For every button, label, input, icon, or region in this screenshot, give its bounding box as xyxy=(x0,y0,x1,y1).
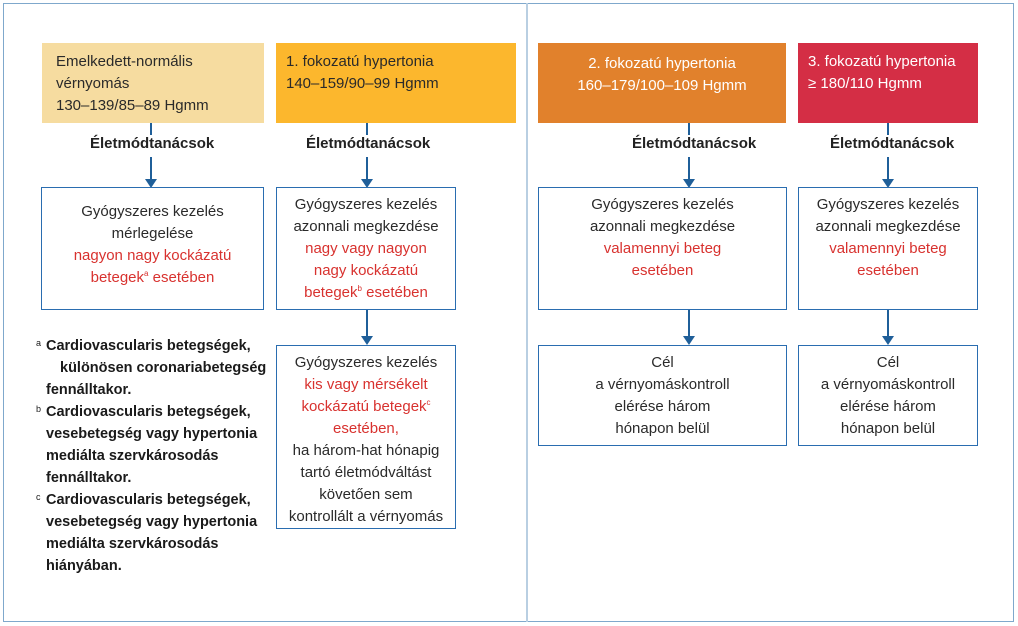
lifestyle-label: Életmódtanácsok xyxy=(828,135,956,157)
box-line: Cél xyxy=(651,354,674,371)
grade-line: 130–139/85–89 Hgmm xyxy=(56,97,209,114)
grade-line: ≥ 180/110 Hgmm xyxy=(808,75,922,92)
grade-line: Emelkedett-normális xyxy=(56,53,193,70)
arrow-down-icon xyxy=(882,336,894,345)
footnote-line: Cardiovascularis betegségek, xyxy=(46,404,251,420)
flow-arrow-line xyxy=(887,310,889,338)
box-text: esetében xyxy=(366,284,428,301)
box-line: kontrollált a vérnyomás xyxy=(288,508,444,525)
footnote-line: fennálltakor. xyxy=(46,470,132,486)
box-line-highlight: kis vagy mérsékelt xyxy=(304,376,428,393)
box-line: mérlegelése xyxy=(111,225,194,242)
box-line: Gyógyszeres kezelés xyxy=(591,196,734,213)
box-line-highlight xyxy=(277,396,455,418)
box-line-highlight: valamennyi beteg xyxy=(829,240,947,257)
footnote-line: Cardiovascularis betegségek, xyxy=(46,492,251,508)
box-line: elérése három xyxy=(840,398,936,415)
box-line: Gyógyszeres kezelés xyxy=(294,354,438,371)
box-line: a vérnyomáskontroll xyxy=(595,376,730,393)
box-line: hónapon belül xyxy=(840,420,936,437)
box-line-highlight xyxy=(277,282,455,304)
footnote-line: különösen coronariabetegség xyxy=(60,360,267,376)
footnote-ref: c xyxy=(426,398,431,407)
box-line-highlight: nagy kockázatú xyxy=(313,262,419,279)
footnote-line: vesebetegség vagy hypertonia xyxy=(46,514,258,530)
grade-line: 1. fokozatú hypertonia xyxy=(286,53,434,70)
grade-header-grade2 xyxy=(538,43,786,123)
footnote-mark: b xyxy=(36,404,42,414)
footnote-line: vesebetegség vagy hypertonia xyxy=(46,426,258,442)
box-line: azonnali megkezdése xyxy=(815,218,961,235)
box-text: betegek xyxy=(304,284,358,301)
box-line: Gyógyszeres kezelés xyxy=(81,203,224,220)
footnote-mark: c xyxy=(36,492,41,502)
grade-line: vérnyomás xyxy=(56,75,130,92)
footnote-line: hiányában. xyxy=(46,558,122,574)
footnote-line: mediálta szervkárosodás xyxy=(46,536,219,552)
footnote-c xyxy=(36,489,270,577)
footnote-line: Cardiovascularis betegségek, xyxy=(46,338,251,354)
grade-header-grade1 xyxy=(276,43,516,123)
footnote-line: fennálltakor. xyxy=(46,382,132,398)
footnote-ref: a xyxy=(144,269,149,278)
grade-header-elevated-normal xyxy=(42,43,264,123)
box-line: hónapon belül xyxy=(615,420,710,437)
box-line-highlight: nagy vagy nagyon xyxy=(305,240,427,257)
flow-arrow-line xyxy=(688,310,690,338)
flow-arrow-line xyxy=(366,310,368,338)
box-line-highlight xyxy=(42,267,263,289)
box-line: tartó életmódváltást xyxy=(300,464,432,481)
footnote-b xyxy=(36,401,270,489)
box-line: Gyógyszeres kezelés xyxy=(816,196,960,213)
box-line-highlight: valamennyi beteg xyxy=(603,240,722,257)
lifestyle-label: Életmódtanácsok xyxy=(88,135,216,157)
grade-header-grade3 xyxy=(798,43,978,123)
figure-divider xyxy=(526,3,528,622)
treatment-box-grade1-low-risk xyxy=(276,345,456,529)
box-line: a vérnyomáskontroll xyxy=(820,376,956,393)
lifestyle-label: Életmódtanácsok xyxy=(630,135,758,157)
box-line: azonnali megkezdése xyxy=(293,218,439,235)
box-line: Gyógyszeres kezelés xyxy=(294,196,438,213)
grade-line: 2. fokozatú hypertonia xyxy=(588,55,736,72)
goal-box-grade3 xyxy=(798,345,978,446)
box-line: követően sem xyxy=(319,486,413,503)
grade-line: 140–159/90–99 Hgmm xyxy=(286,75,439,92)
box-line-highlight: esetében, xyxy=(333,420,399,437)
grade-line: 3. fokozatú hypertonia xyxy=(808,53,956,70)
box-text: kockázatú betegek xyxy=(301,398,427,415)
treatment-box-grade2 xyxy=(538,187,787,310)
goal-box-grade2 xyxy=(538,345,787,446)
treatment-box-grade1 xyxy=(276,187,456,310)
box-line: ha három-hat hónapig xyxy=(292,442,440,459)
treatment-box-elevated-normal xyxy=(41,187,264,310)
footnote-ref: b xyxy=(357,284,362,293)
footnote-mark: a xyxy=(36,338,42,348)
footnote-a xyxy=(36,335,270,401)
box-text: esetében xyxy=(152,269,215,286)
box-line-highlight: esetében xyxy=(857,262,919,279)
box-text: betegek xyxy=(90,269,145,286)
box-line: elérése három xyxy=(614,398,711,415)
grade-line: 160–179/100–109 Hgmm xyxy=(577,77,747,94)
footnote-line: mediálta szervkárosodás xyxy=(46,448,219,464)
footnotes xyxy=(36,335,270,577)
box-line-highlight: esetében xyxy=(631,262,694,279)
arrow-down-icon xyxy=(361,336,373,345)
box-line: Cél xyxy=(876,354,900,371)
arrow-down-icon xyxy=(683,336,695,345)
lifestyle-label: Életmódtanácsok xyxy=(304,135,432,157)
treatment-box-grade3 xyxy=(798,187,978,310)
box-line: azonnali megkezdése xyxy=(589,218,736,235)
box-line-highlight: nagyon nagy kockázatú xyxy=(73,247,232,264)
